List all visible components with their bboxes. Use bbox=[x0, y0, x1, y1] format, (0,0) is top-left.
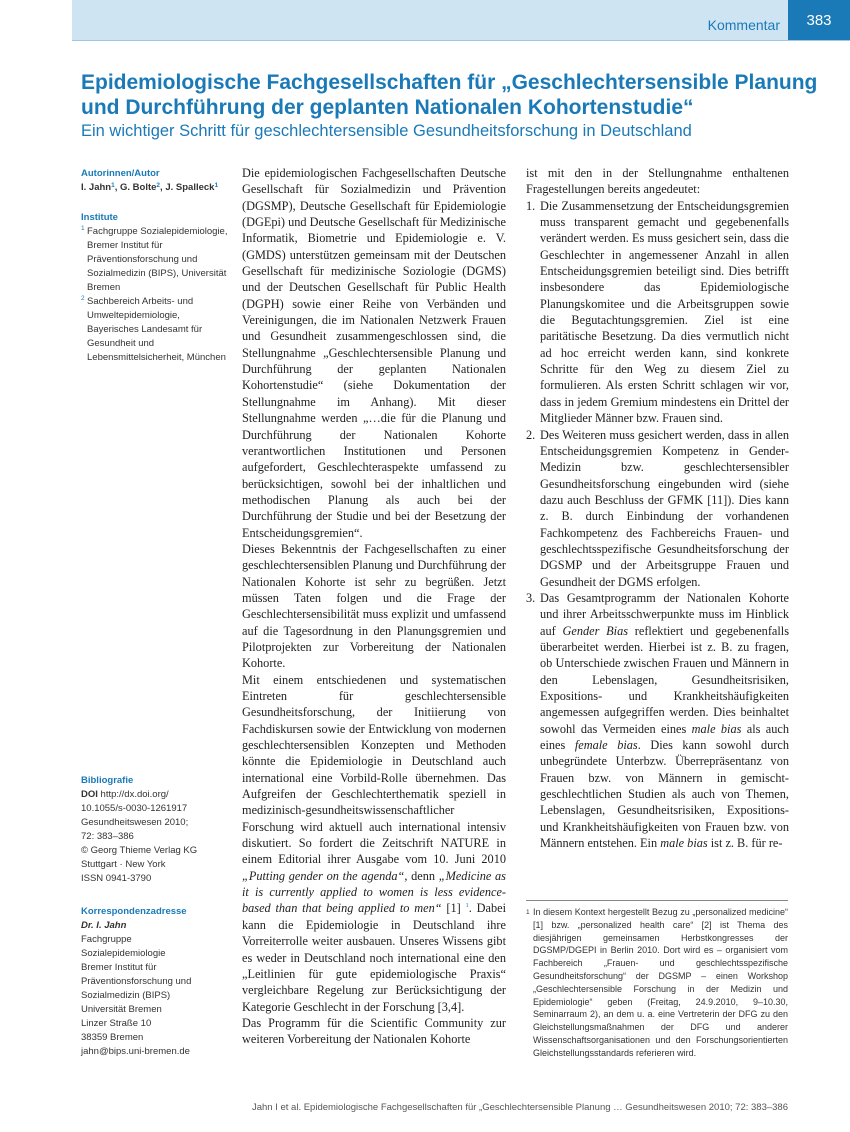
address-line: 38359 Bremen bbox=[81, 1032, 144, 1043]
paragraph-1: Die epidemiologischen Fachgesellschaften Deutsche Gesellschaft für Sozialmedizin und Prävention (DGSMP), Deutsche Gesellschaft für Epidemiologie (DGEpi) und Deutsche Gesellschaft für Medizinische Informatik, Biometrie und Epidemiologie e. V. (GMDS) unterstützen gemeinsam mit der Deutschen Gesellschaft für medizinische Soziologie (DGMS) und der Deutschen Gesellschaft für Public Health (DGPH) sowie einer Reihe von Verbänden und Vereinigungen, die im Nationalen Netzwerk Frauen und Gesundheit zusammengeschlossen sind, die Stellungnahme „Geschlechtersensible Planung und Durchführung der geplanten Nationalen Kohortenstudie“ (siehe Dokumentation der Stellungnahme im Anhang). Mit dieser Stellungnahme werden „…die für die Planung und Durchführung der Nationalen Kohorte verantwortlichen Institutionen und Personen aufgefordert, Geschlechteraspekte umfassend zu berücksichtigen, sowohl bei der inhaltlichen und methodischen Planung als auch bei der Durchführung der Studie und bei der Besetzung der Entscheidungsgremien“. bbox=[242, 166, 506, 540]
author-list bbox=[81, 181, 231, 195]
quote-nature-title: „Putting gender on the agenda“ bbox=[242, 868, 405, 883]
list-item-text: . Dies kann sowohl durch unbegründete Unterbzw. Überrepräsentanz von Frauen bzw. von Männern in gemischt-geschlechtlichen Studien als auch von Themen, Lebenslagen, Gesundheitsrisiken, Expositions- und Krankheitshäufigkeiten von Frauen bzw. von Männern entstehen. Ein bbox=[540, 738, 789, 851]
section-label: Kommentar bbox=[707, 17, 780, 33]
affiliation-2-text: Sachbereich Arbeits- und Umweltepidemiologie, Bayerisches Landesamt für Gesundheit und Lebensmittelsicherheit, München bbox=[87, 296, 226, 363]
biblio-line: Gesundheitswesen 2010; bbox=[81, 817, 189, 828]
author-1-sup: 1 bbox=[111, 182, 115, 189]
numbered-list bbox=[526, 198, 789, 852]
authors-block bbox=[81, 167, 231, 195]
page-number: 383 bbox=[788, 0, 850, 40]
address-line: Bremer Institut für bbox=[81, 962, 157, 973]
body-column-1 bbox=[242, 165, 506, 1048]
institutes-heading: Institute bbox=[81, 212, 118, 223]
bibliography-heading: Bibliografie bbox=[81, 775, 134, 786]
author-2: G. Bolte bbox=[120, 182, 157, 193]
biblio-line: © Georg Thieme Verlag KG bbox=[81, 845, 198, 856]
header-divider bbox=[72, 40, 850, 41]
affiliation-1-sup: 1 bbox=[81, 225, 85, 232]
bibliography-block bbox=[81, 774, 231, 886]
footnote-number: 1 bbox=[526, 909, 530, 916]
list-item-text: Das Gesamtprogramm der Nationalen Kohorte und ihrer Arbeitsschwerpunkte muss im Hinblick auf bbox=[540, 590, 789, 638]
footnote bbox=[526, 906, 788, 1060]
institutes-block bbox=[81, 211, 231, 365]
list-item bbox=[526, 198, 789, 427]
list-item-text: Die Zusammensetzung der Entscheidungsgremien muss transparent gemacht und gegebenenfalls verändert werden. Es muss gesichert sein, dass die Geschlechter in angemessener Anzahl in allen Entscheidungsgremien beteiligt sind. Dies betrifft insbesondere das Epidemiologische Planungskomitee und die Arbeitsgruppen sowie die Begutachtungsgremien. Ziel ist eine paritätische Besetzung. Da dies vermutlich nicht ad hoc erreicht werden kann, sind konkrete Schritte für den Weg zu diesem Ziel zu formulieren. Als ersten Schritt schlagen wir vor, dass in jedem Gremium mindestens ein Drittel der Mitglieder Männer bzw. Frauen sind. bbox=[540, 198, 789, 426]
footnote-marker[interactable]: 1 bbox=[465, 902, 469, 910]
quote-nature: „Medicine as it is currently applied to women is less evidence-based than that being applied to men“ bbox=[242, 868, 506, 916]
term-gender-bias: Gender Bias bbox=[562, 623, 628, 638]
list-item-text: reflektiert und gegebenenfalls überarbeitet werden. Hierbei ist z. B. zu fragen, ob Unterschiede zwischen Frauen und Männern in den Lebenslagen, Gesundheitsrisiken, Expositions- und Krankheitshäufigkeiten angemessen aufgegriffen werden. Dies beinhaltet sowohl das Vermeiden eines bbox=[540, 623, 789, 736]
doi-link[interactable]: http://dx.doi.org/ bbox=[97, 789, 169, 800]
paragraph-3 bbox=[242, 672, 506, 1015]
address-line: Linzer Straße 10 bbox=[81, 1018, 152, 1029]
author-3: J. Spalleck bbox=[165, 182, 215, 193]
email-link[interactable]: jahn@bips.uni-bremen.de bbox=[81, 1046, 190, 1057]
footnote-text: In diesem Kontext hergestellt Bezug zu „personalized medicine“ [1] bzw. „personalized health care“ [2] ist Thema des diesjährigen gemeinsamen Herbstkongresses der DGSMP/DGEPI in Berlin 2010. Dort wird es – organisiert vom Fachbereich „Frauen- und geschlechtsspezifische Gesundheitsforschung“ der DGSMP – einen Workshop „Geschlechtersensible Forschung in der Medizin und Epidemiologie“ geben (Freitag, 24.9.2010, 9–10.30, Seminarraum 2), an dem u. a. eine Vertreterin der DFG zu den Gleichstellungsmaßnahmen der DFG und anderer Wissenschaftsorganisationen und den Forschungsorientierten Gleichstellungsstandards referieren wird. bbox=[533, 907, 788, 1058]
column-2-intro: ist mit den in der Stellungnahme enthaltenen Fragestellungen bereits angedeutet: bbox=[526, 166, 789, 197]
list-number: 1. bbox=[526, 198, 536, 213]
term-female-bias: female bias bbox=[574, 738, 638, 753]
paragraph-4: Das Programm für die Scientific Community zur weiteren Vorbereitung der Nationalen Kohorte bbox=[242, 1015, 506, 1047]
author-sep-2: , bbox=[160, 182, 166, 193]
list-item-text: ist z. B. für re- bbox=[707, 836, 783, 851]
list-number: 3. bbox=[526, 590, 536, 605]
page-footer: Jahn I et al. Epidemiologische Fachgesellschaften für „Geschlechtersensible Planung … Gesundheitswesen 2010; 72: 383–386 bbox=[251, 1102, 788, 1113]
doi-label: DOI bbox=[81, 789, 98, 800]
author-1: I. Jahn bbox=[81, 182, 112, 193]
biblio-line: 72: 383–386 bbox=[81, 831, 134, 842]
doi-line bbox=[81, 788, 231, 802]
list-item-text: als auch eines bbox=[540, 721, 789, 753]
paragraph-3-part: . Dabei kann die Epidemiologie in Deutschland ihre Vorreiterrolle weiter ausbauen. Unseres Wissens gibt es weder in Deutschland noch international eine den „Leitlinien für gute epidemiologische Praxis“ vergleichbare Regelung zur Berücksichtigung der Kategorie Geschlecht in der Forschung [3,4]. bbox=[242, 901, 506, 1014]
list-item bbox=[526, 590, 789, 852]
correspondence-block bbox=[81, 905, 231, 1059]
address-line: Präventionsforschung und bbox=[81, 976, 192, 987]
biblio-line: ISSN 0941-3790 bbox=[81, 873, 152, 884]
list-number: 2. bbox=[526, 427, 536, 442]
term-male-bias: male bias bbox=[691, 721, 742, 736]
correspondence-heading: Korrespondenzadresse bbox=[81, 906, 187, 917]
affiliation-1-text: Fachgruppe Sozialepidemiologie, Bremer Institut für Präventionsforschung und Sozialmedizin (BIPS), Universität Bremen bbox=[87, 226, 228, 293]
affiliation-2 bbox=[81, 295, 231, 365]
list-item bbox=[526, 427, 789, 590]
author-3-sup: 1 bbox=[214, 182, 219, 189]
address-line: Universität Bremen bbox=[81, 1004, 162, 1015]
address-line: Sozialepidemiologie bbox=[81, 948, 166, 959]
address-line: Sozialmedizin (BIPS) bbox=[81, 990, 171, 1001]
footnote-divider bbox=[526, 900, 788, 901]
header-band bbox=[72, 0, 788, 40]
author-sep-1: , bbox=[114, 182, 120, 193]
paragraph-3-part: [1] bbox=[441, 901, 466, 916]
paragraph-3-part: Mit einem entschiedenen und systematischen Eintreten für geschlechtersensible Gesundheitsforschung, der Initiierung von Fachdiskursen sowie der Entwicklung von modernen geschlechtersensiblen Konzepten und Methoden könnte die Epidemiologie in Deutschland auch international eine Vorbild-Rolle übernehmen. Das Aufgreifen der Geschlechterthematik speziell in medizinisch-gesundheitswissenschaftlicher Forschung wird aktuell auch international intensiv diskutiert. So fordert die Zeitschrift NATURE in einem Editorial ihrer Ausgabe vom 10. Juni 2010 bbox=[242, 672, 506, 867]
article-subtitle: Ein wichtiger Schritt für geschlechtersensible Gesundheitsforschung in Deutschland bbox=[81, 122, 692, 140]
article-title: Epidemiologische Fachgesellschaften für „Geschlechtersensible Planung und Durchführung der geplanten Nationalen Kohortenstudie“ bbox=[81, 71, 818, 119]
biblio-line: 10.1055/s-0030-1261917 bbox=[81, 803, 188, 814]
correspondence-name: Dr. I. Jahn bbox=[81, 920, 127, 931]
author-2-sup: 2 bbox=[156, 182, 161, 189]
list-item-text: Des Weiteren muss gesichert werden, dass in allen Entscheidungsgremien Kompetenz in Gender-Medizin bzw. geschlechtersensibler Gesundheitsforschung eingebunden wird (siehe dazu auch Beschluss der GFMK [11]). Dies kann z. B. durch Einbindung der vorhandenen Fachkompetenz des Fachbereichs Frauen- und geschlechtsspezifische Gesundheitsforschung der DGSMP und der Arbeitsgruppe Frauen und Gesundheit der DGMS erfolgen. bbox=[540, 427, 789, 589]
paragraph-3-part: , denn bbox=[404, 868, 439, 883]
term-male-bias: male bias bbox=[660, 836, 708, 851]
paragraph-2: Dieses Bekenntnis der Fachgesellschaften zu einer geschlechtersensiblen Planung und Durchführung der Nationalen Kohorte ist sehr zu begrüßen. Jetzt müssen Taten folgen und die Frage der Geschlechtersensibilität muss explizit und umfassend auf die Tagesordnung in den Planungsgremien und Pilotprojekten zur Vorbereitung der Nationalen Kohorte. bbox=[242, 541, 506, 671]
affiliation-2-sup: 2 bbox=[81, 295, 85, 302]
address-line: Fachgruppe bbox=[81, 934, 132, 945]
affiliation-1 bbox=[81, 225, 231, 295]
biblio-line: Stuttgart · New York bbox=[81, 859, 166, 870]
body-column-2 bbox=[526, 165, 789, 851]
authors-heading: Autorinnen/Autor bbox=[81, 168, 160, 179]
